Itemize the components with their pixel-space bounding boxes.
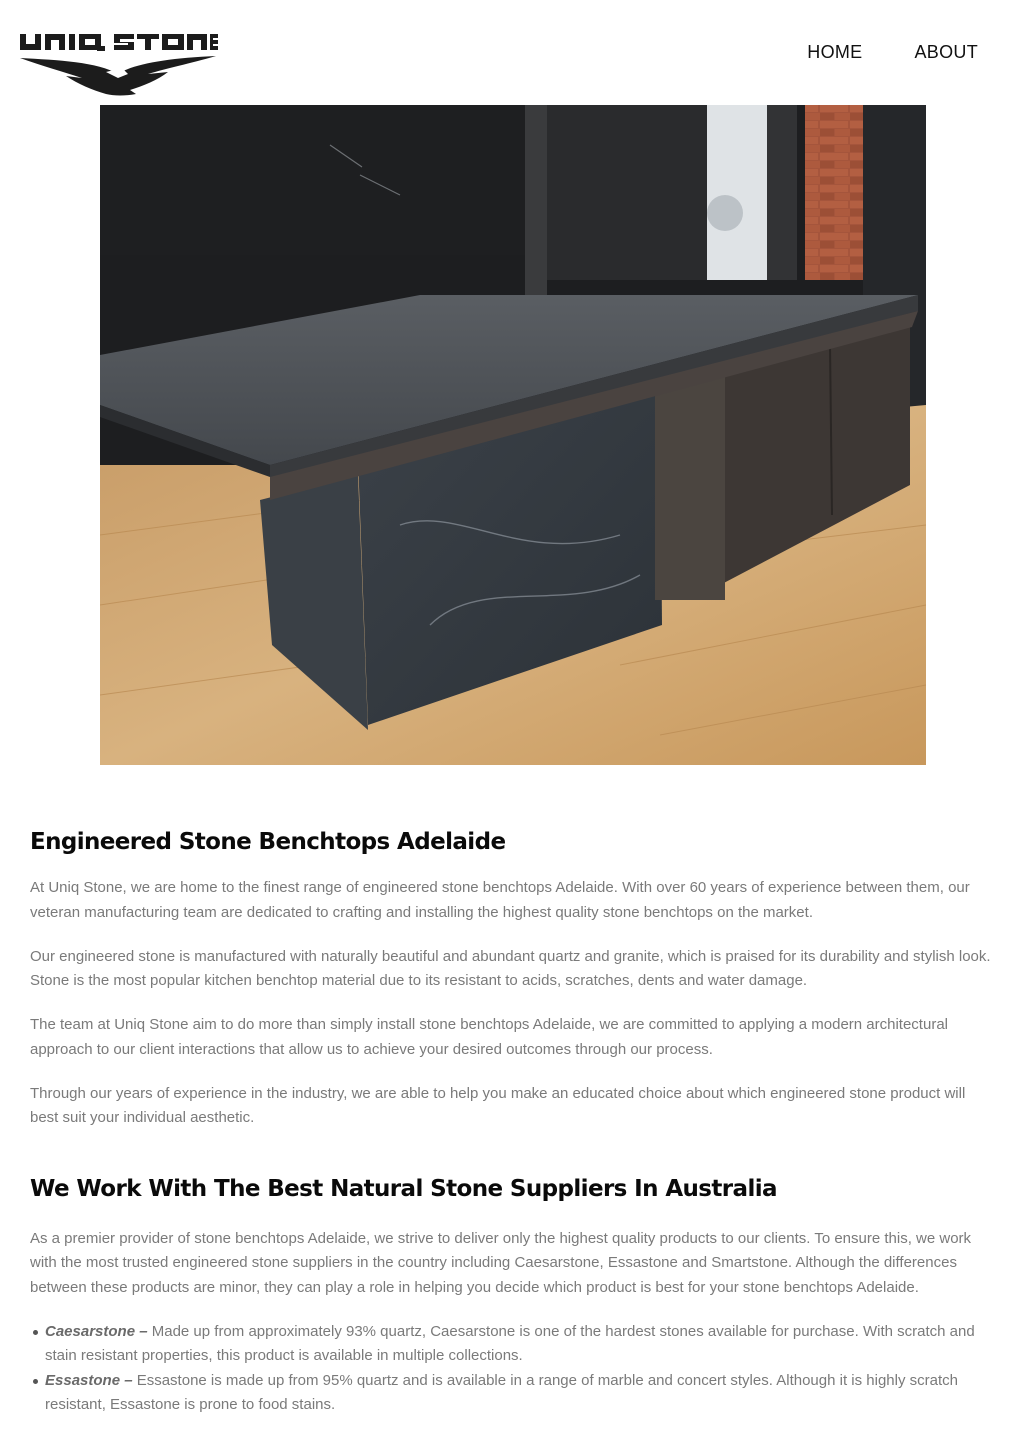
paragraph: Our engineered stone is manufactured with naturally beautiful and abundant quartz and granite, which is praised for its durability and stylish look. Stone is the most popular kitchen benchtop material due to its resistant to acids, scratches, dents and water damage. [30,947,991,989]
nav-about-link[interactable]: ABOUT [914,42,978,62]
main-content [30,826,996,1418]
uniq-stone-logo[interactable] [18,28,218,98]
supplier-name: Caesarstone – [45,1322,148,1340]
section-heading-engineered-stone: Engineered Stone Benchtops Adelaide [30,829,506,855]
supplier-list [30,1320,996,1418]
list-item [45,1320,996,1369]
nav-home-link[interactable]: HOME [807,42,863,62]
supplier-name: Essastone – [45,1371,133,1389]
paragraph: As a premier provider of stone benchtops Adelaide, we strive to deliver only the highest quality products to our clients. To ensure this, we work with the most trusted engineered stone suppliers in the country including Caesarstone, Essastone and Smartstone. Although the differences between these products are minor, they can play a role in helping you decide which product is best for your stone benchtops Adelaide. [30,1229,972,1296]
supplier-description: Made up from approximately 93% quartz, Caesarstone is one of the hardest stones available for purchase. With scratch and stain resistant properties, this product is available in multiple collections. [45,1322,975,1364]
paragraph: The team at Uniq Stone aim to do more than simply install stone benchtops Adelaide, we are committed to applying a modern architectural approach to our client interactions that allow us to achieve your desired outcomes through our process. [30,1016,948,1058]
kitchen-island-photo [100,105,926,765]
section-heading-suppliers: We Work With The Best Natural Stone Suppliers In Australia [30,1175,777,1202]
hero-image [100,105,926,765]
list-item [45,1369,996,1418]
supplier-description: Essastone is made up from 95% quartz and is available in a range of marble and concert styles. Although it is highly scratch resistant, Essastone is prone to food stains. [45,1371,958,1413]
paragraph: Through our years of experience in the industry, we are able to help you make an educated choice about which engineered stone product will best suit your individual aesthetic. [30,1084,966,1126]
main-nav [807,42,978,63]
site-header [0,0,1024,105]
paragraph: At Uniq Stone, we are home to the finest range of engineered stone benchtops Adelaide. With over 60 years of experience between them, our veteran manufacturing team are dedicated to crafting and installing the highest quality stone benchtops on the market. [30,879,970,921]
